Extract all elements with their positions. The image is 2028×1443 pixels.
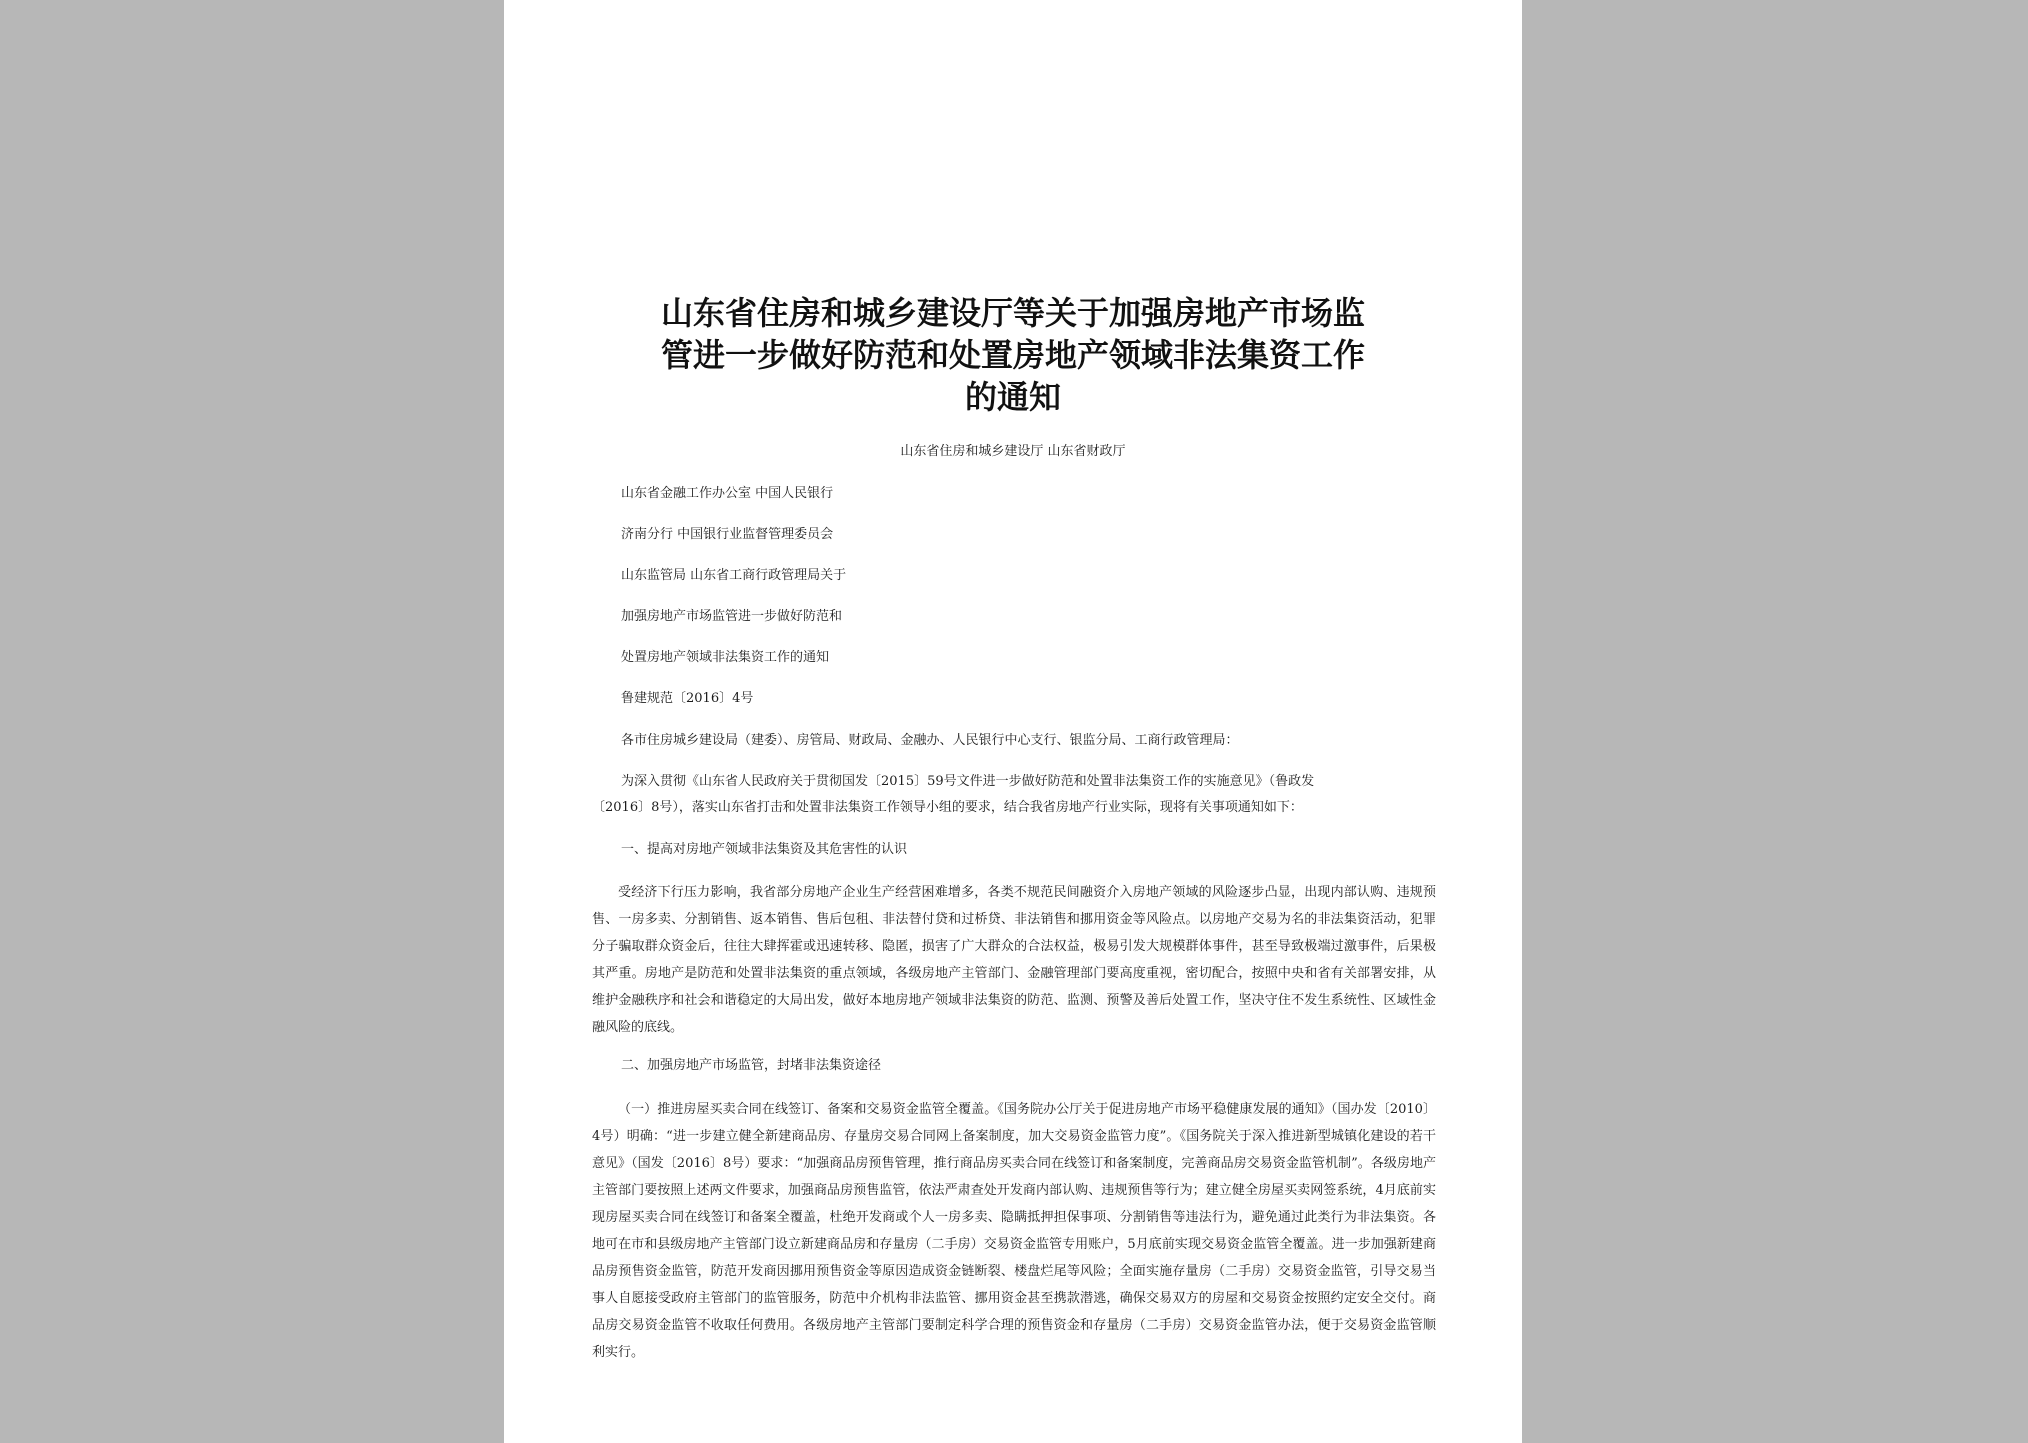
header-line-1: 山东省金融工作办公室 中国人民银行 [621,486,834,501]
header-line-3: 山东监管局 山东省工商行政管理局关于 [621,568,847,583]
addressees: 各市住房城乡建设局（建委）、房管局、财政局、金融办、人民银行中心支行、银监分局、工商行政管理局： [621,733,1239,748]
section-2-item-1: （一）推进房屋买卖合同在线签订、备案和交易资金监管全覆盖。《国务院办公厅关于促进房地产市场平稳健康发展的通知》（国办发〔2010〕4号）明确：“进一步建立健全新建商品房、存量房交易合同网上备案制度，加大交易资金监管力度”。《国务院关于深入推进新型城镇化建设的若干意见》（国发〔2016〕8号）要求：“加强商品房预售管理，推行商品房买卖合同在线签订和备案制度，完善商品房交易资金监管机制”。各级房地产主管部门要按照上述两文件要求，加强商品房预售监管，依法严肃查处开发商内部认购、违规预售等行为；建立健全房屋买卖网签系统，4月底前实现房屋买卖合同在线签订和备案全覆盖，杜绝开发商或个人一房多卖、隐瞒抵押担保事项、分割销售等违法行为，避免通过此类行为非法集资。各地可在市和县级房地产主管部门设立新建商品房和存量房（二手房）交易资金监管专用账户，5月底前实现交易资金监管全覆盖。进一步加强新建商品房预售资金监管，防范开发商因挪用预售资金等原因造成资金链断裂、楼盘烂尾等风险；全面实施存量房（二手房）交易资金监管，引导交易当事人自愿接受政府主管部门的监管服务，防范中介机构非法监管、挪用资金甚至携款潜逃，确保交易双方的房屋和交易资金按照约定安全交付。商品房交易资金监管不收取任何费用。各级房地产主管部门要制定科学合理的预售资金和存量房（二手房）交易资金监管办法，便于交易资金监管顺利实行。 [592,1102,1436,1360]
title-line-1: 山东省住房和城乡建设厅等关于加强房地产市场监 [660,294,1365,332]
intro-line-2: 〔2016〕8号），落实山东省打击和处置非法集资工作领导小组的要求，结合我省房地产行业实际，现将有关事项通知如下： [592,800,1303,815]
header-line-5: 处置房地产领域非法集资工作的通知 [621,650,830,665]
document-number: 鲁建规范〔2016〕4号 [621,691,754,706]
title-line-2: 管进一步做好防范和处置房地产领域非法集资工作 [660,336,1365,374]
issuer-line: 山东省住房和城乡建设厅 山东省财政厅 [900,444,1126,459]
document-page [504,0,1522,1443]
intro-line-1: 为深入贯彻《山东省人民政府关于贯彻国发〔2015〕59号文件进一步做好防范和处置非法集资工作的实施意见》（鲁政发 [621,774,1315,789]
document-title [504,292,1522,418]
title-line-3: 的通知 [964,378,1061,416]
section-1-heading: 一、提高对房地产领域非法集资及其危害性的认识 [621,842,908,857]
header-line-2: 济南分行 中国银行业监督管理委员会 [621,527,834,542]
section-2-heading: 二、加强房地产市场监管，封堵非法集资途径 [621,1058,882,1073]
section-1-body: 受经济下行压力影响，我省部分房地产企业生产经营困难增多，各类不规范民间融资介入房地产领域的风险逐步凸显，出现内部认购、违规预售、一房多卖、分割销售、返本销售、售后包租、非法替付贷和过桥贷、非法销售和挪用资金等风险点。以房地产交易为名的非法集资活动，犯罪分子骗取群众资金后，往往大肆挥霍或迅速转移、隐匿，损害了广大群众的合法权益，极易引发大规模群体事件，甚至导致极端过激事件，后果极其严重。房地产是防范和处置非法集资的重点领域，各级房地产主管部门、金融管理部门要高度重视，密切配合，按照中央和省有关部署安排，从维护金融秩序和社会和谐稳定的大局出发，做好本地房地产领域非法集资的防范、监测、预警及善后处置工作，坚决守住不发生系统性、区域性金融风险的底线。 [592,885,1436,1035]
header-line-4: 加强房地产市场监管进一步做好防范和 [621,609,843,624]
